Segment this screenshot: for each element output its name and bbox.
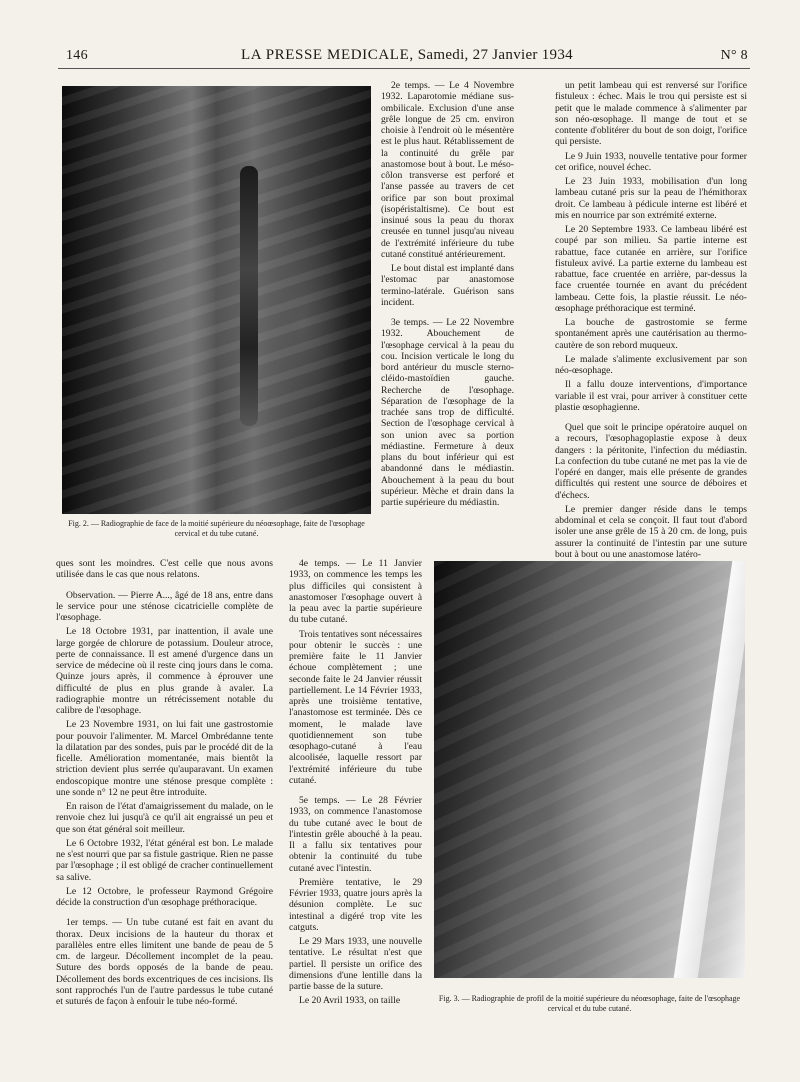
paragraph: Le malade s'alimente exclusivement par son néo-œsophage. [555, 353, 747, 376]
header-rule [58, 68, 750, 69]
paragraph: un petit lambeau qui est renversé sur l'orifice fistuleux : échec. Mais le trou qui persiste est si petit que le malade commence à s'alimenter par son néo-œsophage. Il mange de tout et se contente d'oblitérer du bout de son doigt, l'orifice qui persiste. [555, 80, 747, 148]
figure-3-caption: Fig. 3. — Radiographie de profil de la moitié supérieure du néoœsophage, faite de l'œsophage cervical et du tube cutané. [438, 994, 741, 1013]
paragraph: Le 29 Mars 1933, une nouvelle tentative. Le résultat n'est que partiel. Il persiste un orifice des dimensions d'une lentille dans la partie basse de la suture. [289, 936, 422, 992]
paragraph: Le 20 Septembre 1933. Ce lambeau libéré est coupé par son milieu. Sa partie interne est rabattue, face cutanée en arrière, sur l'orifice fistuleux avivé. La partie externe du lambeau est rabattue, face cruentée en arrière, par-dessus la face cruentée tournée en avant du précédent lambeau. Cette fois, la plastie réussit. Le néo-œsophage préthoracique est terminé. [555, 224, 747, 314]
column-left-bottom [56, 558, 273, 1010]
paragraph: 1er temps. — Un tube cutané est fait en avant du thorax. Deux incisions de la hauteur du thorax et parallèles entre elles limitent une bande de peau de 5 cm. de largeur. Décollement incomplet de la peau. Suture des bords opposés de la bande de peau. Décollement des bords excentriques de ces incisions. Ils sont rapprochés l'un de l'autre pardessus le tube cutané et suturés de façon à enfouir le tube néo-formé. [56, 917, 273, 1007]
paragraph: Le 9 Juin 1933, nouvelle tentative pour former cet orifice, nouvel échec. [555, 150, 747, 173]
paragraph: ques sont les moindres. C'est celle que nous avons utilisée dans le cas que nous relatons. [56, 558, 273, 581]
paragraph: Quel que soit le principe opératoire auquel on a recours, l'œsophagoplastie expose à deux dangers : la péritonite, l'infection du médiastin. La confection du tube cutané ne met pas la vie de l'opéré en danger, mais elle présente de grandes difficultés qui restent une source de déboires et d'échecs. [555, 422, 747, 501]
paragraph: Trois tentatives sont nécessaires pour obtenir le succès : une première faite le 11 Janvier échoue complètement ; une seconde faite le 24 Janvier réussit partiellement. Le 14 Février 1933, après une troisième tentative, l'anastomose est terminée. Dès ce moment, le malade lave quotidiennement son tube œsophago-cutané à l'eau alcoolisée, laquelle ressort par l'extrémité inférieure du tube cutané. [289, 628, 423, 786]
issue-number: N° 8 [720, 48, 748, 63]
paragraph: Le bout distal est implanté dans l'estomac par anastomose termino-latérale. Guérison sans incident. [381, 263, 514, 308]
figure-2-radiograph [62, 86, 371, 514]
paragraph: Observation. — Pierre A..., âgé de 18 ans, entre dans le service pour une sténose cicatricielle complète de l'œsophage. [56, 589, 273, 623]
paragraph: Le 6 Octobre 1932, l'état général est bon. Le malade ne s'est nourri que par sa fistule gastrique. Rien ne passe par l'œsophage ; il est obligé de cracher continuellement sa salive. [56, 837, 273, 883]
paragraph: 3e temps. — Le 22 Novembre 1932. Abouchement de l'œsophage cervical à la peau du cou. Incision verticale le long du bord antérieur du muscle sterno-cléido-mastoïdien gauche. Recherche de l'œsophage. Séparation de l'œsophage de la trachée sans trop de difficulté. Section de l'œsophage cervical à son union avec sa portion médiastine. Fermeture à deux plans du bout inférieur qui est abandonné dans le médiastin. Abouchement à la peau du bout supérieur. Mèche et drain dans la partie supérieure du médiastin. [381, 317, 514, 508]
page-header [56, 44, 758, 66]
paragraph: Il a fallu douze interventions, d'importance variable il est vrai, pour arriver à constituer cette plastie œsophagienne. [555, 379, 747, 413]
figure-2-caption: Fig. 2. — Radiographie de face de la moitié supérieure du néoœsophage, faite de l'œsophage cervical et du tube cutané. [68, 519, 365, 538]
paragraph: Le 20 Avril 1933, on taille [299, 995, 401, 1007]
paragraph: 5e temps. — Le 28 Février 1933, on commence l'anastomose du tube cutané avec le bout de l'intestin grêle abouché à la peau. Il a fallu six tentatives pour obtenir la continuité du tube cutané avec l'intestin. [289, 795, 422, 874]
paragraph: Le 23 Novembre 1931, on lui fait une gastrostomie pour pouvoir l'alimenter. M. Marcel Ombrédanne tente la dilatation par des sondes, puis par le procédé dit de la ficelle. Amélioration momentanée, mais bientôt la striction devient plus serrée qu'auparavant. Un examen endoscopique montre une sténose presque complète : une sonde n° 12 ne peut être introduite. [56, 719, 273, 798]
column-middle-bottom [289, 558, 422, 1010]
figure-3-radiograph [434, 561, 745, 978]
column-right-top [555, 80, 747, 563]
paragraph: Le 12 Octobre, le professeur Raymond Grégoire décide la construction d'un œsophage préthoracique. [56, 885, 273, 908]
paragraph: 2e temps. — Le 4 Novembre 1932. Laparotomie médiane sus-ombilicale. Exclusion d'une anse grêle longue de 25 cm. environ choisie à l'endroit où le mésentère est le plus haut. Rétablissement de la continuité du grêle par anastomose bout à bout. Le méso-côlon transverse est perforé et l'anse passée au travers de cet orifice par son bout proximal (isopéristaltisme). Ce bout est insinué sous la peau du thorax creusée en tunnel jusqu'au niveau de l'extrémité inférieure du tube cutané constitué antérieurement. [381, 80, 514, 260]
paragraph: Le 23 Juin 1933, mobilisation d'un long lambeau cutané pris sur la peau de l'hémithorax droit. Ce lambeau à pédicule interne est libéré et mis en nourrice par son extrémité externe. [555, 176, 747, 221]
paragraph: La bouche de gastrostomie se ferme spontanément après une cautérisation au thermo-cautère de son rebord muqueux. [555, 317, 747, 351]
paragraph: Le 18 Octobre 1931, par inattention, il avale une large gorgée de chlorure de potassium. Douleur atroce, perte de connaissance. Il est amené d'urgence dans un service de médecine où il reste cinq jours dans le coma. Quinze jours après, il commence à éprouver une difficulté de plus en plus grande à avaler. La radiographie montre un rétrécissement notable du calibre de l'œsophage. [56, 626, 273, 716]
column-middle-top [381, 80, 514, 511]
running-title [56, 47, 758, 64]
paragraph: En raison de l'état d'amaigrissement du malade, on le renvoie chez lui jusqu'à ce qu'il ait engraissé un peu et que son état général soit meilleur. [56, 801, 273, 835]
paragraph: 4e temps. — Le 11 Janvier 1933, on commence les temps les plus difficiles qui consistent à anastomoser l'œsophage ouvert à la peau avec la partie supérieure du tube cutané. [289, 558, 422, 626]
issue-date: Samedi, 27 Janvier 1934 [417, 47, 573, 63]
journal-name: LA PRESSE MEDICALE, [241, 47, 414, 63]
paragraph: Le premier danger réside dans le temps abdominal et cela se conçoit. Il faut tout d'abord isoler une anse grêle de 15 à 20 cm. de long, puis assurer la continuité de l'intestin par une suture bout à bout ou une anastomose latéro- [555, 503, 747, 560]
page-number: 146 [66, 48, 88, 63]
paragraph: Première tentative, le 29 Février 1933, quatre jours après la désunion complète. Le suc intestinal a digéré trop vite les catguts. [289, 876, 422, 933]
